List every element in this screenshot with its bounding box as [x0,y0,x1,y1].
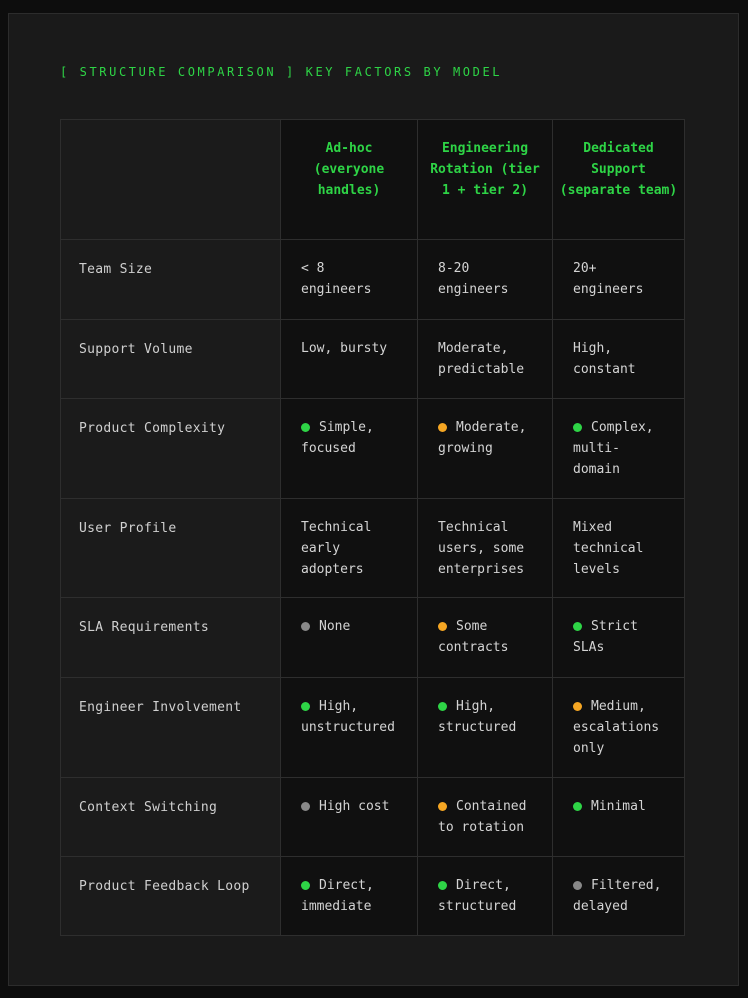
table-cell [417,778,552,856]
row-label: Support Volume [61,320,280,398]
cell-text: None [319,619,351,634]
cell-text: Direct, structured [438,878,517,914]
table-row-team-size [61,239,684,319]
cell-text: High, structured [438,699,517,735]
column-header-adhoc: Ad-hoc (everyone handles) [280,120,417,239]
status-dot-icon [301,881,310,890]
row-label: Context Switching [61,778,280,856]
row-label: SLA Requirements [61,598,280,677]
table-row-engineer-involvement [61,677,684,777]
table-cell [552,240,684,319]
status-dot-icon [438,423,447,432]
row-label: Team Size [61,240,280,319]
cell-text: 20+ engineers [573,261,644,297]
cell-text: Simple, focused [301,420,374,456]
table-header-row [61,120,684,239]
cell-text: Filtered, delayed [573,878,662,914]
cell-text: Strict SLAs [573,619,638,655]
status-dot-icon [573,423,582,432]
table-cell [280,857,417,935]
status-dot-icon [573,702,582,711]
table-row-sla-requirements [61,597,684,677]
table-cell [417,678,552,777]
column-header-dedicated: Dedicated Support (separate team) [552,120,684,239]
status-dot-icon [301,423,310,432]
cell-text: Some contracts [438,619,509,655]
status-dot-icon [438,702,447,711]
page-title: [ STRUCTURE COMPARISON ] KEY FACTORS BY MODEL [60,65,503,79]
cell-text: Technical early adopters [301,520,372,577]
status-dot-icon [573,881,582,890]
table-cell [280,240,417,319]
cell-text: High, unstructured [301,699,395,735]
cell-text: Minimal [591,799,646,814]
table-cell [280,598,417,677]
table-cell [280,678,417,777]
table-cell [417,857,552,935]
status-dot-icon [438,622,447,631]
table-cell [552,857,684,935]
cell-text: High cost [319,799,390,814]
table-row-support-volume [61,319,684,398]
cell-text: Direct, immediate [301,878,374,914]
row-label: User Profile [61,499,280,597]
table-row-user-profile [61,498,684,597]
cell-text: 8-20 engineers [438,261,509,297]
table-cell [552,778,684,856]
table-row-context-switching [61,777,684,856]
table-cell [552,678,684,777]
cell-text: Technical users, some enterprises [438,520,525,577]
table-cell [417,320,552,398]
table-cell [552,399,684,498]
table-cell [417,240,552,319]
status-dot-icon [301,622,310,631]
cell-text: < 8 engineers [301,261,372,297]
row-label: Engineer Involvement [61,678,280,777]
cell-text: Medium, escalations only [573,699,660,756]
status-dot-icon [438,802,447,811]
table-row-product-complexity [61,398,684,498]
table-cell [417,598,552,677]
cell-text: Moderate, growing [438,420,527,456]
cell-text: Contained to rotation [438,799,527,835]
cell-text: High, constant [573,341,636,377]
cell-text: Moderate, predictable [438,341,525,377]
status-dot-icon [438,881,447,890]
table-cell [280,499,417,597]
table-cell [280,399,417,498]
comparison-table [60,119,685,936]
row-label: Product Complexity [61,399,280,498]
cell-text: Low, bursty [301,341,388,356]
status-dot-icon [301,702,310,711]
table-cell [552,499,684,597]
table-cell [417,499,552,597]
header-empty-cell [61,120,280,239]
column-header-rotation: Engineering Rotation (tier 1 + tier 2) [417,120,552,239]
status-dot-icon [573,622,582,631]
table-row-product-feedback-loop [61,856,684,935]
row-label: Product Feedback Loop [61,857,280,935]
table-cell [280,778,417,856]
content-panel [8,13,739,986]
table-cell [552,320,684,398]
cell-text: Mixed technical levels [573,520,644,577]
table-cell [280,320,417,398]
table-cell [552,598,684,677]
status-dot-icon [573,802,582,811]
status-dot-icon [301,802,310,811]
table-cell [417,399,552,498]
cell-text: Complex, multi-domain [573,420,654,477]
